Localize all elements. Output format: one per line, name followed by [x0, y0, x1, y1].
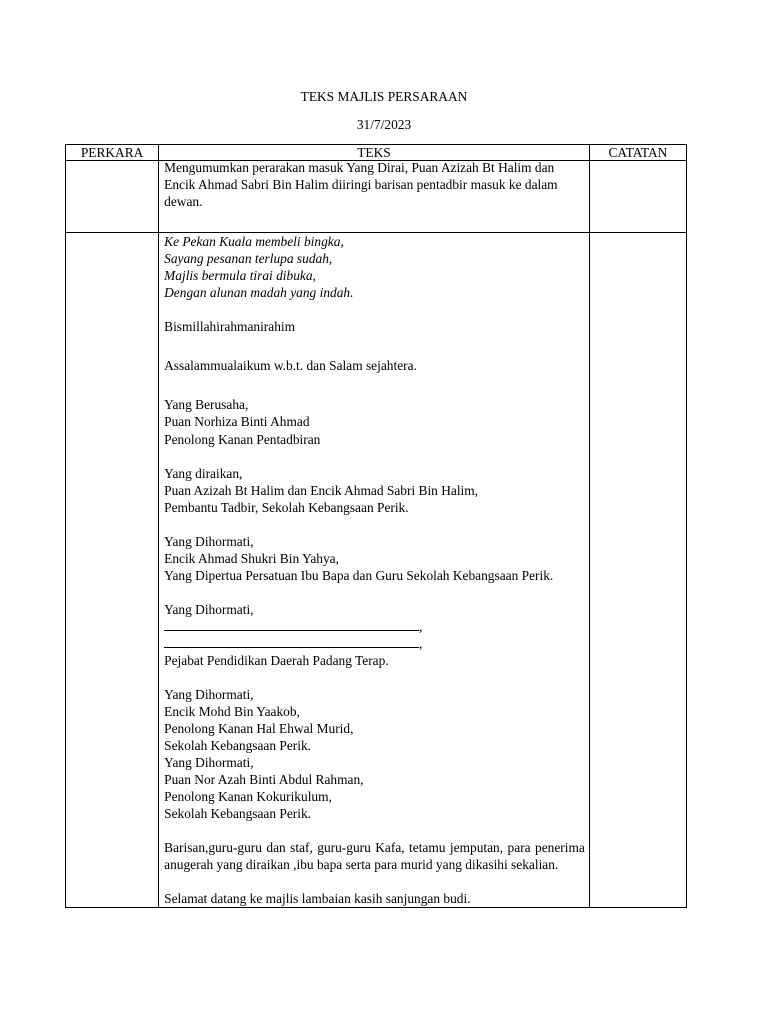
greeting-line: Puan Azizah Bt Halim dan Encik Ahmad Sabri Bin Halim, — [164, 483, 479, 498]
salam-text: Assalammualaikum w.b.t. dan Salam sejahtera. — [164, 358, 417, 373]
blank-underline — [164, 636, 419, 648]
greeting-line: Penolong Kanan Pentadbiran — [164, 432, 321, 447]
welcome-text: Selamat datang ke majlis lambaian kasih sanjungan budi. — [164, 891, 471, 906]
greeting-line: Yang Dihormati, — [164, 687, 254, 702]
pantun-line: Majlis bermula tirai dibuka, — [164, 268, 316, 283]
header-teks: TEKS — [159, 145, 590, 161]
blank-line: , — [164, 618, 585, 635]
greeting-line: Penolong Kanan Kokurikulum, — [164, 789, 332, 804]
greeting-line: Yang Berusaha, — [164, 397, 249, 412]
blank-line: , — [164, 635, 585, 652]
cell-teks — [159, 233, 590, 908]
document-title: TEKS MAJLIS PERSARAAN — [300, 89, 468, 104]
cell-perkara — [66, 161, 159, 233]
document-date: 31/7/2023 — [356, 117, 412, 132]
table-row — [66, 161, 687, 233]
greeting-line: Encik Ahmad Shukri Bin Yahya, — [164, 551, 339, 566]
bismillah-text: Bismillahirahmanirahim — [164, 319, 296, 334]
cell-catatan — [589, 233, 686, 908]
cell-perkara — [66, 233, 159, 908]
barisan-text: Barisan,guru-guru dan staf, guru-guru Kafa, tetamu jemputan, para penerima anugerah yang diraikan ,ibu bapa serta para murid yang dikasihi sekalian. — [164, 840, 585, 872]
greeting-line: Yang Dipertua Persatuan Ibu Bapa dan Guru Sekolah Kebangsaan Perik. — [164, 568, 554, 583]
pantun-line: Ke Pekan Kuala membeli bingka, — [164, 234, 344, 249]
greeting-line: Puan Norhiza Binti Ahmad — [164, 414, 310, 429]
greeting-line: Sekolah Kebangsaan Perik. — [164, 806, 312, 821]
cell-teks — [159, 161, 590, 233]
header-perkara: PERKARA — [66, 145, 159, 161]
greeting-line: Yang Dihormati, — [164, 602, 254, 617]
greeting-line: Yang Dihormati, — [164, 534, 254, 549]
greeting-line: Puan Nor Azah Binti Abdul Rahman, — [164, 772, 364, 787]
greeting-line: Pembantu Tadbir, Sekolah Kebangsaan Perik. — [164, 500, 409, 515]
greeting-line: Encik Mohd Bin Yaakob, — [164, 704, 300, 719]
greeting-line: Penolong Kanan Hal Ehwal Murid, — [164, 721, 354, 736]
header-catatan: CATATAN — [589, 145, 686, 161]
blank-underline — [164, 619, 419, 631]
pantun-line: Dengan alunan madah yang indah. — [164, 285, 354, 300]
pantun-line: Sayang pesanan terlupa sudah, — [164, 251, 333, 266]
cell-catatan — [589, 161, 686, 233]
announcement-text: Mengumumkan perarakan masuk Yang Dirai, Puan Azizah Bt Halim dan Encik Ahmad Sabri Bin Halim diiringi barisan pentadbir masuk ke dalam dewan. — [164, 160, 558, 209]
greeting-line: Pejabat Pendidikan Daerah Padang Terap. — [164, 653, 389, 668]
greeting-line: Yang diraikan, — [164, 466, 243, 481]
table-row — [66, 233, 687, 908]
greeting-line: Sekolah Kebangsaan Perik. — [164, 738, 312, 753]
greeting-line: Yang Dihormati, — [164, 755, 254, 770]
program-table — [65, 144, 687, 908]
